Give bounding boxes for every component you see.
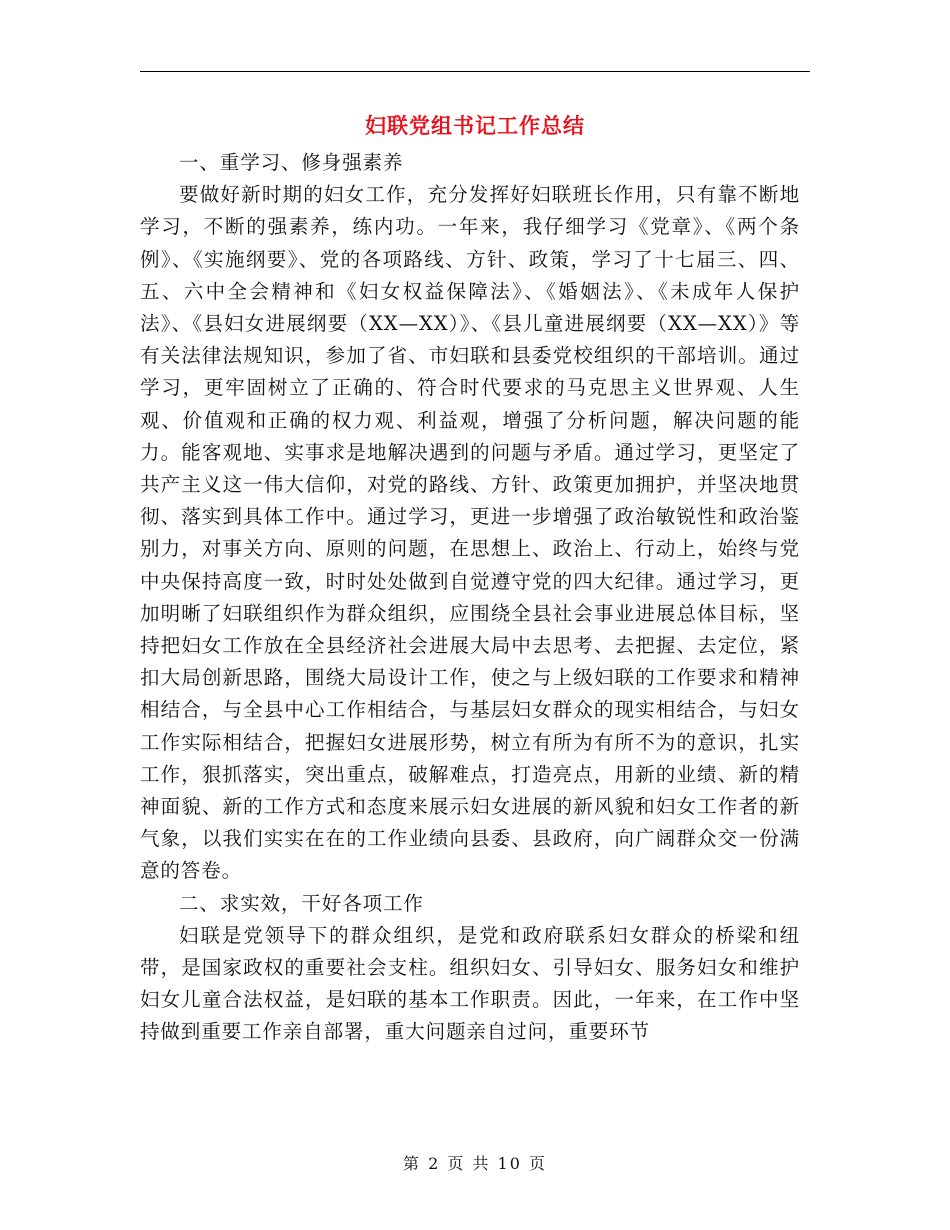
document-body xyxy=(140,147,800,1049)
page-footer: 第 2 页 共 10 页 xyxy=(403,1154,547,1173)
document-title: 妇联党组书记工作总结 xyxy=(365,113,585,138)
section-heading-1: 一、重学习、修身强素养 xyxy=(179,151,404,174)
section-paragraph-2: 妇联是党领导下的群众组织，是党和政府联系妇女群众的桥梁和纽带，是国家政权的重要社会支柱。组织妇女、引导妇女、服务妇女和维护妇女儿童合法权益，是妇联的基本工作职责。因此，一年来，在工作中坚持做到重要工作亲自部署，重大问题亲自过问，重要环节 xyxy=(140,923,800,1044)
header-rule xyxy=(140,71,810,72)
section-paragraph-1: 要做好新时期的妇女工作，充分发挥好妇联班长作用，只有靠不断地学习，不断的强素养，练内功。一年来，我仔细学习《党章》、《两个条例》、《实施纲要》、党的各项路线、方针、政策，学习了十七届三、四、五、六中全会精神和《妇女权益保障法》、《婚姻法》、《未成年人保护法》、《县妇女进展纲要（XX—XX）》、《县儿童进展纲要（XX—XX）》等有关法律法规知识，参加了省、市妇联和县委党校组织的干部培训。通过学习，更牢固树立了正确的、符合时代要求的马克思主义世界观、人生观、价值观和正确的权力观、利益观，增强了分析问题，解决问题的能力。能客观地、实事求是地解决遇到的问题与矛盾。通过学习，更坚定了共产主义这一伟大信仰，对党的路线、方针、政策更加拥护，并坚决地贯彻、落实到具体工作中。通过学习，更进一步增强了政治敏锐性和政治鉴别力，对事关方向、原则的问题，在思想上、政治上、行动上，始终与党中央保持高度一致，时时处处做到自觉遵守党的四大纪律。通过学习，更加明晰了妇联组织作为群众组织，应围绕全县社会事业进展总体目标，坚持把妇女工作放在全县经济社会进展大局中去思考、去把握、去定位，紧扣大局创新思路，围绕大局设计工作，使之与上级妇联的工作要求和精神相结合，与全县中心工作相结合，与基层妇女群众的现实相结合，与妇女工作实际相结合，把握妇女进展形势，树立有所为有所不为的意识，扎实工作，狠抓落实，突出重点，破解难点，打造亮点，用新的业绩、新的精神面貌、新的工作方式和态度来展示妇女进展的新风貌和妇女工作者的新气象，以我们实实在在的工作业绩向县委、县政府，向广阔群众交一份满意的答卷。 xyxy=(140,183,800,883)
section-heading-2: 二、求实效，干好各项工作 xyxy=(179,891,424,915)
